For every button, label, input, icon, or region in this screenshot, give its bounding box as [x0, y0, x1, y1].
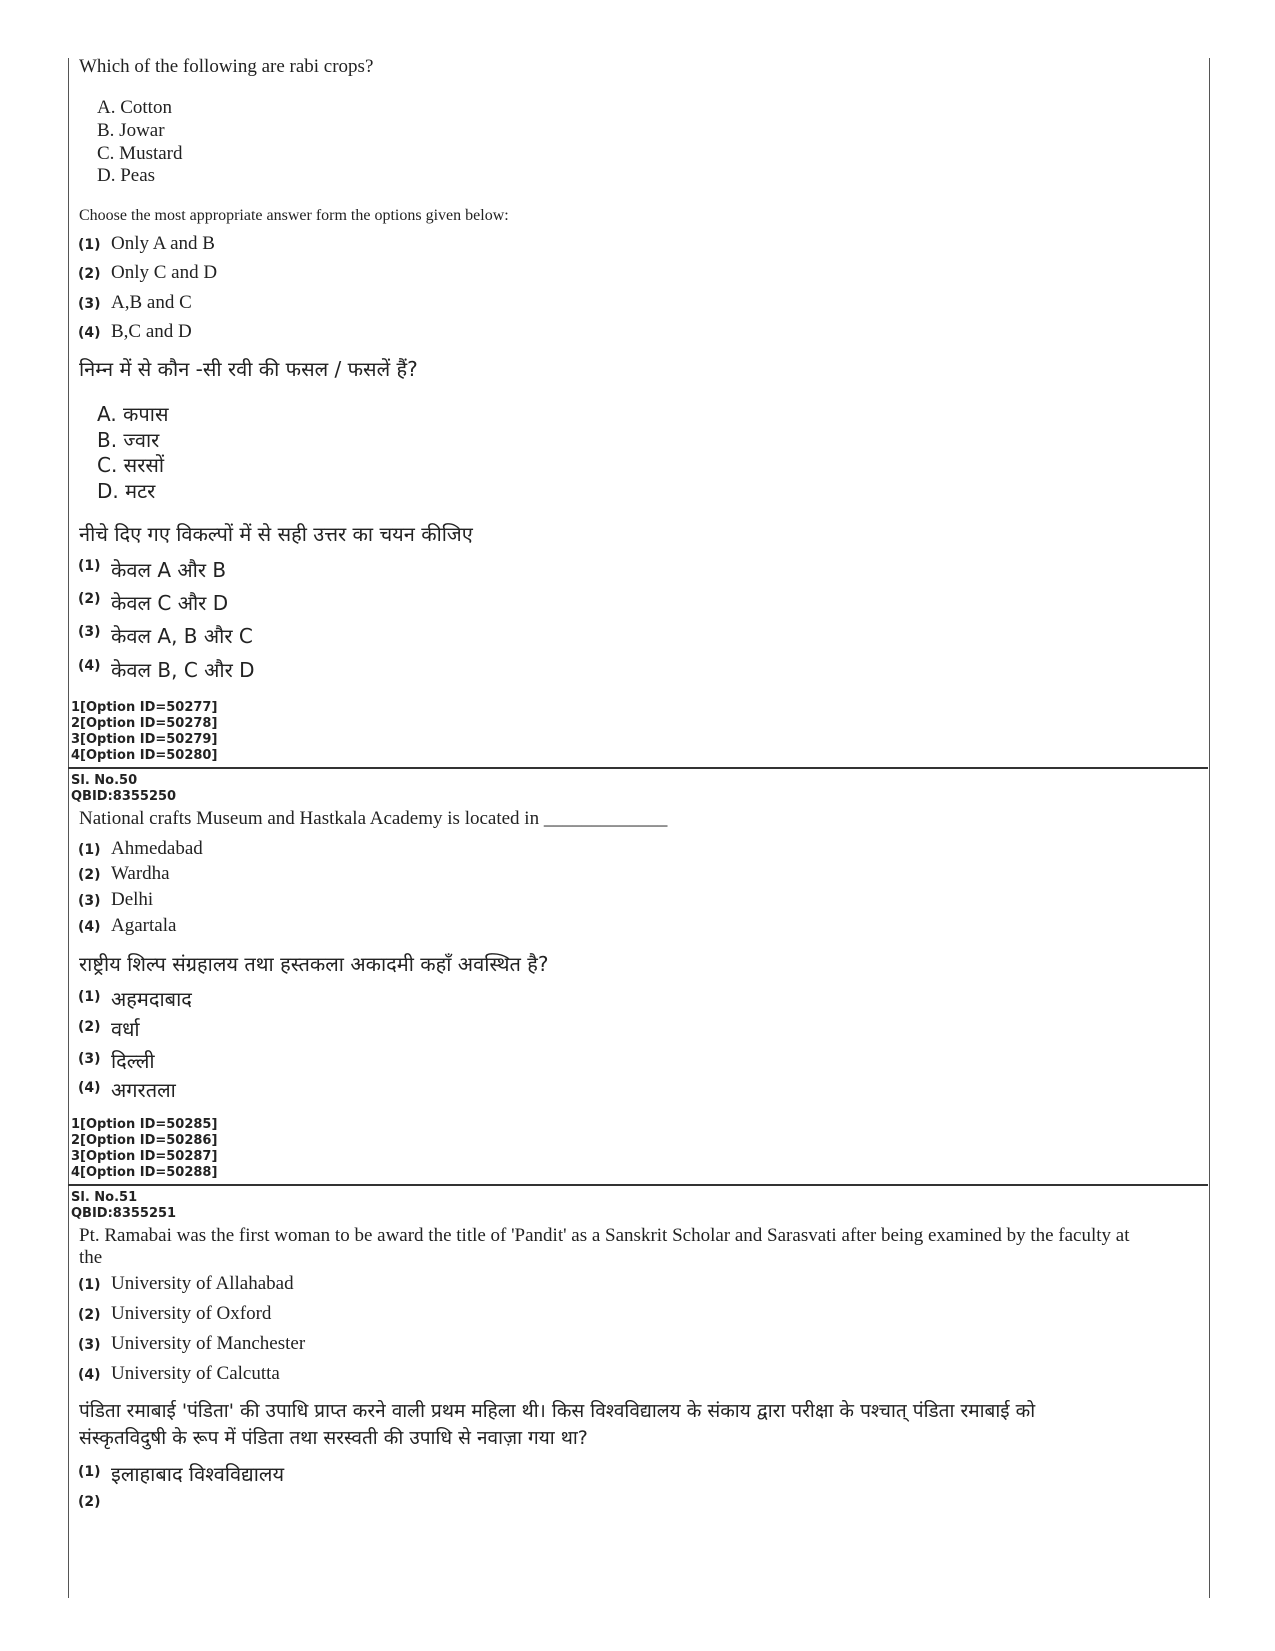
option-number: (4)	[78, 658, 101, 674]
option-number: (3)	[78, 893, 101, 909]
option-number: (1)	[78, 237, 101, 253]
option-id: 1[Option ID=50277]	[71, 700, 218, 715]
option-number: (4)	[78, 325, 101, 341]
question-text-hi: राष्ट्रीय शिल्प संग्रहालय तथा हस्तकला अकादमी कहाँ अवस्थित है?	[79, 952, 549, 976]
option-number: (1)	[78, 1277, 101, 1293]
option-number: (3)	[78, 1051, 101, 1067]
option-id: 2[Option ID=50278]	[71, 716, 218, 731]
statement-item-hi: A. कपास	[97, 402, 169, 426]
question-text-hi: पंडिता रमाबाई 'पंडिता' की उपाधि प्राप्त करने वाली प्रथम महिला थी। किस विश्वविद्यालय के संकाय द्वारा परीक्षा के पश्चात् पंडिता रमाबाई को	[79, 1400, 1036, 1422]
statement-item: B. Jowar	[97, 120, 165, 141]
option-id: 4[Option ID=50280]	[71, 748, 218, 763]
option-number: (4)	[78, 1080, 101, 1096]
option-id: 1[Option ID=50285]	[71, 1117, 218, 1132]
statement-item-hi: C. सरसों	[97, 453, 165, 477]
option-text: B,C and D	[111, 321, 192, 342]
option-text: Agartala	[111, 915, 177, 936]
option-text-hi: दिल्ली	[111, 1049, 155, 1073]
option-text-hi: अहमदाबाद	[111, 987, 192, 1011]
question-separator	[68, 767, 1208, 769]
instruction-text-hi: नीचे दिए गए विकल्पों में से सही उत्तर का चयन कीजिए	[79, 522, 473, 546]
option-id-list	[71, 1117, 217, 1181]
option-number: (1)	[78, 558, 101, 574]
option-text: Wardha	[111, 863, 170, 884]
question-separator	[68, 1184, 1208, 1186]
option-number: (1)	[78, 842, 101, 858]
option-text: University of Manchester	[111, 1333, 306, 1354]
option-text: Delhi	[111, 889, 154, 910]
option-id: 3[Option ID=50279]	[71, 732, 218, 747]
option-id: 3[Option ID=50287]	[71, 1149, 218, 1164]
statement-item: C. Mustard	[97, 143, 183, 164]
option-number: (4)	[78, 1367, 101, 1383]
option-text: Only A and B	[111, 233, 215, 254]
instruction-text-en: Choose the most appropriate answer form the options given below:	[79, 207, 509, 224]
option-text-hi: केवल A, B और C	[111, 624, 253, 648]
option-text: University of Calcutta	[111, 1363, 280, 1384]
option-number: (1)	[78, 1464, 101, 1480]
option-number: (4)	[78, 919, 101, 935]
qbid: QBID:8355250	[71, 789, 177, 804]
statement-item-hi: D. मटर	[97, 479, 156, 503]
qbid: QBID:8355251	[71, 1206, 177, 1221]
option-number: (3)	[78, 296, 101, 312]
serial-number: Sl. No.50	[71, 773, 138, 788]
option-text-hi: अगरतला	[111, 1078, 176, 1102]
option-text-hi: केवल B, C और D	[111, 658, 255, 682]
option-number: (3)	[78, 1337, 101, 1353]
option-number: (2)	[78, 1019, 101, 1035]
question-text-en: Pt. Ramabai was the first woman to be award the title of 'Pandit' as a Sanskrit Scholar and Sarasvati after being examined by the faculty at the	[79, 1225, 1130, 1268]
question-header	[71, 1190, 176, 1222]
question-text-hi-continued: संस्कृतविदुषी के रूप में पंडिता तथा सरस्वती की उपाधि से नवाज़ा गया था?	[79, 1427, 588, 1449]
option-text: Ahmedabad	[111, 838, 203, 859]
statement-item-hi: B. ज्वार	[97, 428, 160, 452]
option-id: 2[Option ID=50286]	[71, 1133, 218, 1148]
option-text-hi: वर्धा	[111, 1017, 140, 1041]
option-number: (2)	[78, 1494, 101, 1510]
option-id: 4[Option ID=50288]	[71, 1165, 218, 1180]
option-text: University of Oxford	[111, 1303, 272, 1324]
option-number: (2)	[78, 1307, 101, 1323]
question-text-en: National crafts Museum and Hastkala Academy is located in _____________	[79, 808, 668, 829]
question-text-en: Which of the following are rabi crops?	[79, 56, 374, 77]
option-text: A,B and C	[111, 292, 192, 313]
option-id-list	[71, 700, 217, 764]
option-text: Only C and D	[111, 262, 218, 283]
option-text-hi: इलाहाबाद विश्वविद्यालय	[111, 1462, 285, 1486]
serial-number: Sl. No.51	[71, 1190, 138, 1205]
option-number: (2)	[78, 867, 101, 883]
question-header	[71, 773, 176, 805]
option-text-hi: केवल C और D	[111, 591, 229, 615]
option-number: (2)	[78, 266, 101, 282]
option-text-hi: केवल A और B	[111, 558, 227, 582]
option-number: (1)	[78, 989, 101, 1005]
statement-item: A. Cotton	[97, 97, 172, 118]
question-text-hi: निम्न में से कौन -सी रवी की फसल / फसलें हैं?	[79, 357, 418, 381]
option-number: (3)	[78, 624, 101, 640]
option-number: (2)	[78, 591, 101, 607]
statement-item: D. Peas	[97, 165, 156, 186]
option-text: University of Allahabad	[111, 1273, 294, 1294]
